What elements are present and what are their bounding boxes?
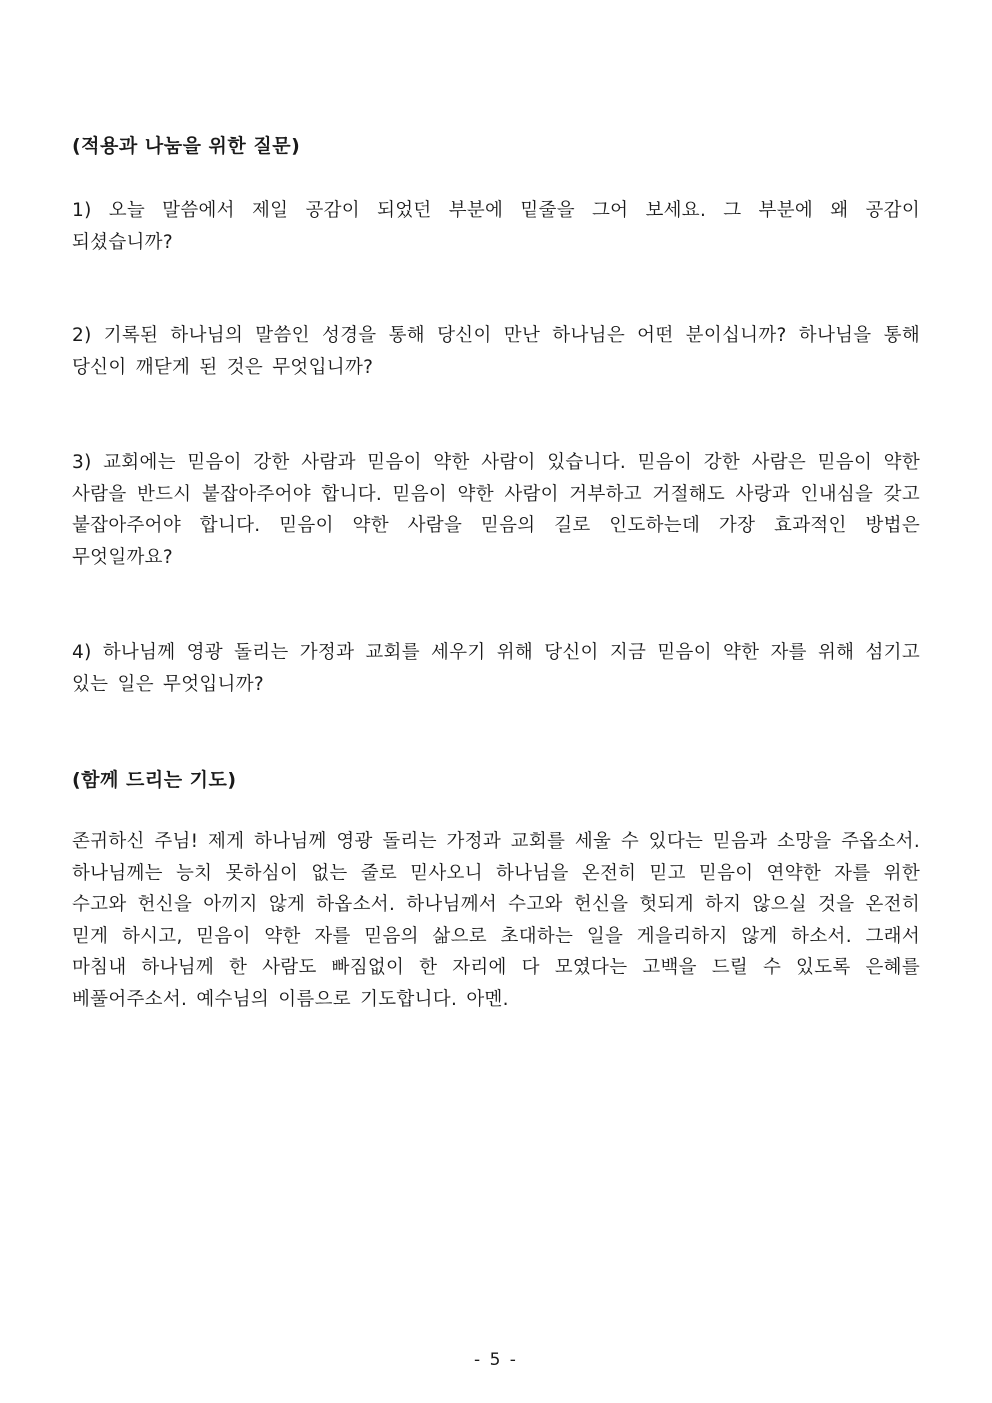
- prayer-heading: (함께 드리는 기도): [72, 769, 237, 791]
- question-item-1: 1) 오늘 말씀에서 제일 공감이 되었던 부분에 밑줄을 그어 보세요. 그 부분에 왜 공감이 되셨습니까?: [72, 200, 920, 253]
- questions-heading: (적용과 나눔을 위한 질문): [72, 135, 301, 157]
- page-number: - 5 -: [474, 1350, 518, 1370]
- prayer-text: 존귀하신 주님! 제게 하나님께 영광 돌리는 가정과 교회를 세울 수 있다는 믿음과 소망을 주옵소서. 하나님께는 능치 못하심이 없는 줄로 믿사오니 하나님을 온전히 믿고 믿음이 연약한 자를 위한 수고와 헌신을 아끼지 않게 하옵소서. 하나님께서 수고와 헌신을 헛되게 하지 않으실 것을 온전히 믿게 하시고, 믿음이 약한 자를 믿음의 삶으로 초대하는 일을 게을리하지 않게 하소서. 그래서 마침내 하나님께 한 사람도 빠짐없이 한 자리에 다 모였다는 고백을 드릴 수 있도록 은혜를 베풀어주소서. 예수님의 이름으로 기도합니다. 아멘.: [72, 831, 920, 1010]
- question-item-2: 2) 기록된 하나님의 말씀인 성경을 통해 당신이 만난 하나님은 어떤 분이십니까? 하나님을 통해 당신이 깨닫게 된 것은 무엇입니까?: [72, 325, 920, 378]
- question-item-4: 4) 하나님께 영광 돌리는 가정과 교회를 세우기 위해 당신이 지금 믿음이 약한 자를 위해 섬기고 있는 일은 무엇입니까?: [72, 642, 920, 695]
- question-item-3: 3) 교회에는 믿음이 강한 사람과 믿음이 약한 사람이 있습니다. 믿음이 강한 사람은 믿음이 약한 사람을 반드시 붙잡아주어야 합니다. 믿음이 약한 사람이 거부하고 거절해도 사랑과 인내심을 갖고 붙잡아주어야 합니다. 믿음이 약한 사람을 믿음의 길로 인도하는데 가장 효과적인 방법은 무엇일까요?: [72, 452, 920, 568]
